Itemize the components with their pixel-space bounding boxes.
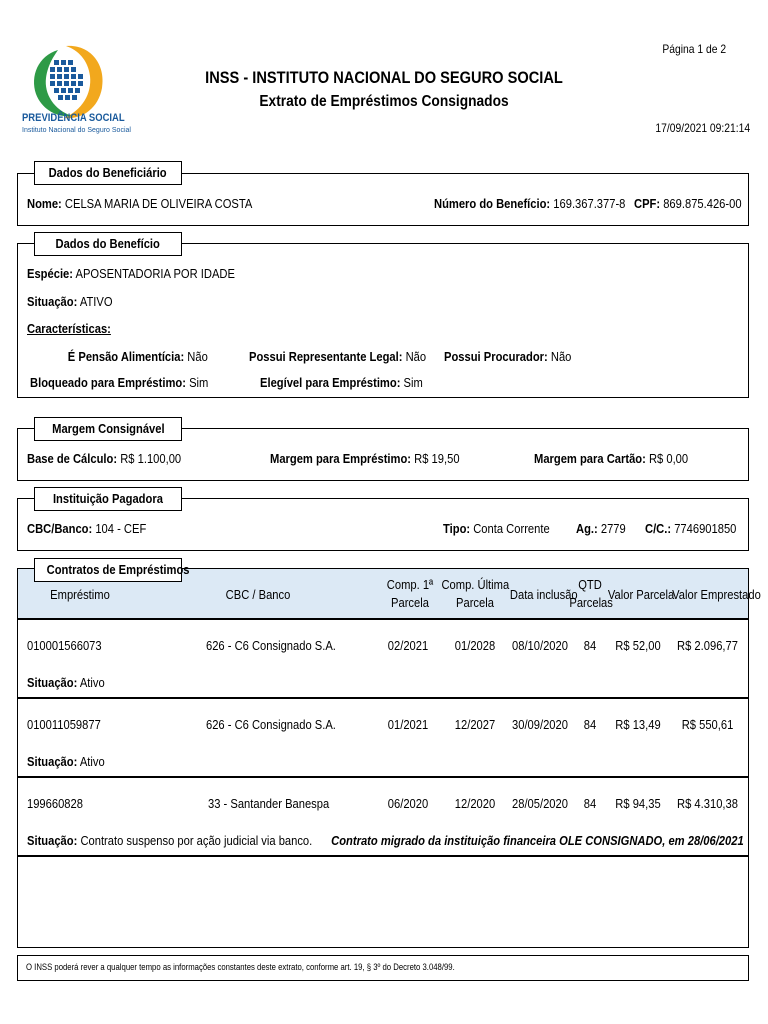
beneficio-tab: Dados do Benefício: [34, 232, 182, 256]
contract-1-compu: 01/2028: [454, 638, 496, 653]
contratos-section: [17, 568, 761, 948]
margem-emprestimo-row: [270, 451, 460, 466]
contract-1-emprestimo: 010001566073: [27, 638, 102, 653]
cbc-value: 104 - CEF: [95, 521, 147, 536]
conta-corrente-label: C/C.:: [645, 521, 672, 536]
page-subtitle: Extrato de Empréstimos Consignados: [259, 93, 509, 110]
col-comp-ultima: Comp. Última Parcela: [441, 577, 510, 610]
situacao-value: ATIVO: [79, 294, 113, 309]
margem-cartao-row: [534, 451, 688, 466]
contract-2-compu: 12/2027: [454, 717, 496, 732]
page-title: INSS - INSTITUTO NACIONAL DO SEGURO SOCIAL: [205, 68, 563, 87]
pensao-value: Não: [187, 349, 208, 364]
col-qtd-parcelas: QTD Parcelas: [569, 577, 613, 610]
contratos-tab: Contratos de Empréstimos: [34, 558, 182, 582]
representante-row: [249, 349, 426, 364]
conta-corrente-row: [645, 521, 736, 536]
margem-emprestimo-value: R$ 19,50: [414, 451, 460, 466]
contract-2-valor-parcela: R$ 13,49: [615, 717, 661, 732]
contract-3-situacao: Situação: Contrato suspenso por ação judicial via banco.: [27, 833, 313, 848]
tipo-label: Tipo:: [443, 521, 471, 536]
contract-2-cbc: 626 - C6 Consignado S.A.: [206, 717, 336, 732]
contract-3-nota: Contrato migrado da instituição financeira OLE CONSIGNADO, em 28/06/2021: [331, 833, 744, 848]
situacao-row: [27, 294, 113, 309]
contract-1-valor-parcela: R$ 52,00: [615, 638, 661, 653]
timestamp: 17/09/2021 09:21:14: [655, 121, 750, 135]
base-calculo-value: R$ 1.100,00: [120, 451, 182, 466]
contract-3-comp1: 06/2020: [387, 796, 429, 811]
contract-3-cbc: 33 - Santander Banespa: [208, 796, 330, 811]
elegivel-value: Sim: [403, 375, 423, 390]
contract-1-valor-emprestado: R$ 2.096,77: [677, 638, 738, 653]
logo-title: PREVIDÊNCIA SOCIAL: [22, 112, 125, 124]
col-emprestimo: Empréstimo: [50, 587, 110, 602]
instituicao-tab: Instituição Pagadora: [34, 487, 182, 511]
contract-3-qtd: 84: [583, 796, 597, 811]
contract-1-data: 08/10/2020: [512, 638, 568, 653]
bloqueado-label: Bloqueado para Empréstimo:: [29, 375, 186, 390]
col-cbc-banco: CBC / Banco: [225, 587, 291, 602]
cbc-label: CBC/Banco:: [27, 521, 93, 536]
margem-emprestimo-label: Margem para Empréstimo:: [270, 451, 412, 466]
agencia-value: 2779: [600, 521, 626, 536]
contract-2-emprestimo: 010011059877: [27, 717, 101, 732]
previdencia-social-logo: [18, 36, 113, 141]
margem-cartao-value: R$ 0,00: [648, 451, 689, 466]
especie-row: [27, 266, 235, 281]
contract-3-valor-parcela: R$ 94,35: [615, 796, 661, 811]
pensao-row: [68, 349, 208, 364]
especie-label: Espécie:: [27, 266, 73, 281]
contract-3-compu: 12/2020: [454, 796, 496, 811]
contract-3-valor-emprestado: R$ 4.310,38: [677, 796, 738, 811]
cpf-value: 869.875.426-00: [663, 196, 742, 211]
contract-divider: [17, 776, 749, 778]
agencia-row: [576, 521, 626, 536]
bloqueado-row: [30, 375, 208, 390]
col-data-inclusao: Data inclusão: [509, 587, 578, 602]
contract-1-situacao: Situação: Ativo: [27, 675, 105, 690]
numero-beneficio-label: Número do Benefício:: [434, 196, 551, 211]
contract-1-comp1: 02/2021: [387, 638, 429, 653]
contract-2-data: 30/09/2020: [512, 717, 568, 732]
cpf-row: [634, 196, 742, 211]
contract-divider: [17, 855, 749, 857]
base-calculo-label: Base de Cálculo:: [27, 451, 118, 466]
contract-3-data: 28/05/2020: [512, 796, 568, 811]
contract-2-comp1: 01/2021: [387, 717, 429, 732]
numero-beneficio-value: 169.367.377-8: [553, 196, 626, 211]
procurador-row: [444, 349, 571, 364]
margem-cartao-label: Margem para Cartão:: [534, 451, 646, 466]
cpf-label: CPF:: [634, 196, 661, 211]
contract-divider: [17, 697, 749, 699]
numero-beneficio-row: [434, 196, 625, 211]
elegivel-label: Elegível para Empréstimo:: [260, 375, 401, 390]
tipo-value: Conta Corrente: [473, 521, 550, 536]
agencia-label: Ag.:: [576, 521, 598, 536]
col-valor-emprestado: Valor Emprestado: [672, 587, 761, 602]
logo-subtitle: Instituto Nacional do Seguro Social: [22, 127, 131, 134]
bloqueado-value: Sim: [188, 375, 208, 390]
col-comp-primeira: Comp. 1ª Parcela: [386, 577, 434, 610]
contract-2-valor-emprestado: R$ 550,61: [681, 717, 734, 732]
representante-value: Não: [405, 349, 427, 364]
conta-corrente-value: 7746901850: [674, 521, 737, 536]
nome-value: CELSA MARIA DE OLIVEIRA COSTA: [64, 196, 253, 211]
pensao-label: É Pensão Alimentícia:: [67, 349, 185, 364]
contract-1-cbc: 626 - C6 Consignado S.A.: [206, 638, 336, 653]
procurador-label: Possui Procurador:: [444, 349, 548, 364]
procurador-value: Não: [550, 349, 572, 364]
cbc-row: [27, 521, 146, 536]
situacao-label: Situação:: [27, 294, 78, 309]
page-number: Página 1 de 2: [662, 42, 726, 56]
nome-label: Nome:: [27, 196, 62, 211]
base-calculo-row: [27, 451, 181, 466]
contract-1-qtd: 84: [583, 638, 597, 653]
contract-3-emprestimo: 199660828: [27, 796, 83, 811]
nome-row: [27, 196, 252, 211]
footer-disclaimer: O INSS poderá rever a qualquer tempo as informações constantes deste extrato, conforme art. 19, § 3º do Decreto 3.048/99.: [26, 962, 455, 972]
especie-value: APOSENTADORIA POR IDADE: [75, 266, 235, 281]
caracteristicas-label: Características:: [27, 321, 111, 336]
tipo-row: [443, 521, 550, 536]
contract-2-qtd: 84: [583, 717, 597, 732]
margem-tab: Margem Consignável: [34, 417, 182, 441]
elegivel-row: [260, 375, 423, 390]
representante-label: Possui Representante Legal:: [249, 349, 403, 364]
contract-2-situacao: Situação: Ativo: [27, 754, 105, 769]
col-valor-parcela: Valor Parcela: [607, 587, 675, 602]
beneficiario-tab: Dados do Beneficiário: [34, 161, 182, 185]
